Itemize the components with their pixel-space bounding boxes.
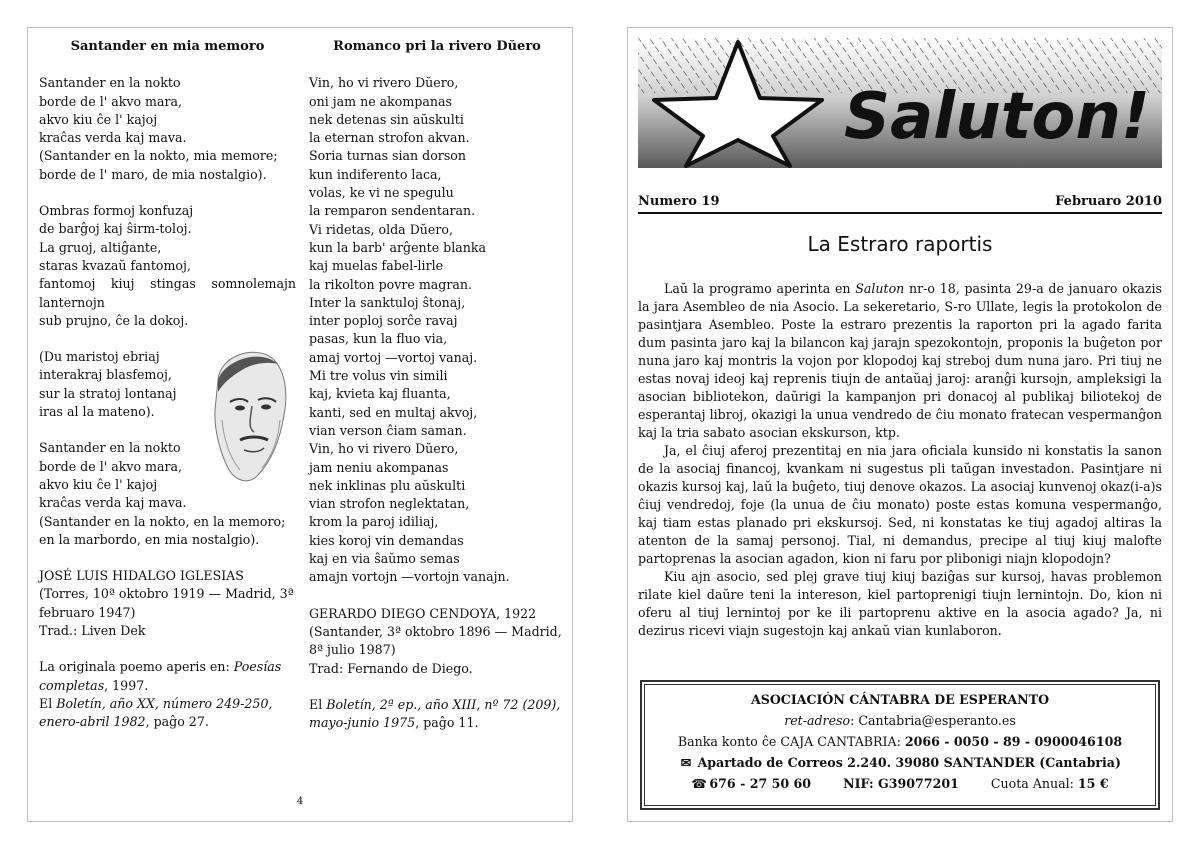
phone-icon: ☎ xyxy=(691,776,708,791)
article-paragraph: Ja, el ĉiuj aferoj prezentitaj en nia jara oficiala kunsido ni konstatis la sanon de la asociaj financoj, kvankam ni sugestus pli taŭgan investadon. Pasintjare ni okazis kursoj kaj, laŭ la buĝeto, tiuj denove okazos. La asociaj kunvenoj okaz(i-a)s ĉiuj vendredoj, foje (la unua de ĉiu monato) poste estas komuna vespermanĝo, kaj tiam estas planado pri ekskursoj. Sed, ni konstatas ke tiuj agadoj altiras la atenton de la samaj personoj. Tial, ni demandus, precipe al tiuj kiuj malofte partoprenas la asocian agadon, kion ni faru por plibonigi niajn klopodojn? xyxy=(638,443,1162,566)
poem-stanza xyxy=(39,202,296,330)
article-body xyxy=(638,280,1162,640)
right-page xyxy=(627,27,1173,822)
bank-line xyxy=(645,731,1155,752)
email-label: ret-adreso xyxy=(784,713,851,728)
poem-line: (Du maristoj ebriaj xyxy=(39,349,160,365)
poem-line: borde de l' akvo mara, xyxy=(39,93,183,109)
poem-line: nek detenas sin aŭskulti xyxy=(309,111,464,127)
article-title: La Estraro raportis xyxy=(807,232,993,256)
poem-line: La gruoj, altiĝante, xyxy=(39,239,162,255)
poem-line: nek inklinas plu aŭskulti xyxy=(309,477,466,493)
poem-line: iras al la mateno). xyxy=(39,404,155,420)
ref-suffix: , paĝo 11. xyxy=(415,715,479,731)
bank-account: 2066 - 0050 - 89 - 0900046108 xyxy=(904,734,1123,749)
source-suffix: , 1997. xyxy=(104,677,149,693)
poem-title: Santander en mia memoro xyxy=(70,39,265,54)
author-portrait-image xyxy=(200,340,292,490)
poem-line: amaj vortoj —vortoj vanaj. xyxy=(309,349,478,365)
poem-line: kaj muelas fabel-lirle xyxy=(309,258,444,274)
article-text-italic: Saluton xyxy=(855,281,905,296)
poem-translator: Trad: Fernando de Diego. xyxy=(309,660,473,676)
poem-line: akvo kiu ĉe l' kajoj xyxy=(39,111,158,127)
poem-source xyxy=(39,658,296,695)
poem-line: Ombras formoj konfuzaj xyxy=(39,203,194,219)
poem-line: kaj en via ŝaŭmo semas xyxy=(309,551,460,567)
article-paragraph xyxy=(638,280,1162,442)
poem-line: vian strofon neglektatan, xyxy=(309,496,470,512)
email-line xyxy=(645,710,1155,731)
poem-reference xyxy=(309,696,565,733)
poem-line: borde de l' akvo mara, xyxy=(39,458,183,474)
poem-line: interakraj blasfemoj, xyxy=(39,367,172,383)
poem-author-dates: februaro 1947) xyxy=(39,604,136,620)
org-name: ASOCIACIÓN CÁNTABRA DE ESPERANTO xyxy=(750,692,1050,707)
poem-line: Santander en la nokto xyxy=(39,440,181,456)
article-paragraph: Kiu ajn asocio, sed plej grave tiuj kiuj baziĝas sur kursoj, havas problemon rilate kiel daŭre teni la intereson, kiel partoprenigi tiujn lernintojn. Do, kion ni oferu al tiuj lernintoj por ke ili partoprenu aktive en la asocia agado? Ja, ni dezirus ricevi viajn sugestojn kaj ankaŭ vian kunlaboron. xyxy=(638,569,1162,638)
phone-number: 676 - 27 50 60 xyxy=(709,776,812,791)
poem-credits xyxy=(309,605,565,678)
poem-line: kun indiferento laca, xyxy=(309,166,442,182)
email-address[interactable]: Cantabria@esperanto.es xyxy=(858,713,1016,728)
article-text: Laŭ la programo aperinta en xyxy=(664,281,856,296)
poem-line: Vin, ho vi rivero Dŭero, xyxy=(309,75,459,91)
ref-title: Boletín, año XX, número 249-250, enero-abril 1982 xyxy=(39,695,273,730)
poem-line: kanti, sed en multaj akvoj, xyxy=(309,404,478,420)
contact-inner xyxy=(644,684,1156,806)
poem-line: Inter la sanktuloj ŝtonaj, xyxy=(309,294,466,310)
ref-prefix: El xyxy=(39,695,57,711)
source-title: Poesías completas xyxy=(39,659,282,693)
bank-label: Banka konto ĉe CAJA CANTABRIA: xyxy=(677,734,905,749)
poem-line: en la marbordo, en mia nostalgio). xyxy=(39,531,260,547)
poem-line: vian verson ĉiam saman. xyxy=(309,422,467,438)
issue-number: Numero 19 xyxy=(638,194,720,209)
poem-stanza xyxy=(39,74,296,184)
poem-line: la eternan strofon akvan. xyxy=(309,130,470,146)
poem-line: akvo kiu ĉe l' kajoj xyxy=(39,476,158,492)
poem-line: pasas, kun la fluo via, xyxy=(309,331,448,347)
issue-bar xyxy=(638,192,1162,214)
poem-line: sub prujno, ĉe la dokoj. xyxy=(39,312,189,328)
poem-line: volas, ke vi ne spegulu xyxy=(309,185,454,201)
page-number: 4 xyxy=(296,796,304,807)
poem-line: la remparon sendentaran. xyxy=(309,203,476,219)
poem-credits xyxy=(39,567,296,640)
poem-line: kaj, kvieta kaj fluanta, xyxy=(309,386,451,402)
annual-fee: 15 € xyxy=(1077,776,1109,791)
poem-line: kraĉas verda kaj mava. xyxy=(39,130,187,146)
poem-line: staras kvazaŭ fantomoj, xyxy=(39,257,191,273)
poem-line: Vin, ho vi rivero Dŭero, xyxy=(309,441,459,457)
poem-line: Mi tre volus vin simili xyxy=(309,368,448,384)
poem-duero xyxy=(309,38,565,732)
poem-line: (Santander en la nokto, en la memoro; xyxy=(39,513,286,529)
nif-number: NIF: G39077201 xyxy=(843,776,959,791)
poem-reference xyxy=(39,695,296,732)
address-line xyxy=(645,752,1155,773)
poem-line: jam neniu akompanas xyxy=(309,459,449,475)
poem-author-dates: (Torres, 10ª oktobro 1919 — Madrid, 3ª xyxy=(39,586,294,602)
ref-title: Boletín, 2ª ep., año XIII, nº 72 (209), mayo-junio 1975 xyxy=(309,696,561,731)
masthead-banner xyxy=(638,38,1162,168)
poem-author: JOSÉ LUIS HIDALGO IGLESIAS xyxy=(39,568,244,584)
envelope-icon: ✉ xyxy=(680,755,692,770)
article-text: nr-o 18, pasinta 29-a de januaro okazis la jara Asembleo de nia Asocio. La sekeretario, S-ro Ullate, legis la protokolon de pasintjara Asembleo. Poste la estraro prezentis la raporton pri la agado farita dum pasinta jaro kaj la bilancon kaj jarajn spezokontojn, proponis la buĝeton por nuna jaro kaj montris la vojon por klopodoj kaj streboj dum nuna jaro. Pri tiuj ne estas novaj ideoj kaj reprenis tiujn de antaŭaj jaroj: aranĝi kursojn, ampleksigi la asocian bibliotekon, daŭrigi la kampanjon pri donacoj al publikaj biliotekoj de esperantaj libroj, okazigi la unua vendredo de ĉiu monato fratecan vespermanĝon kaj la tria sabato asocian ekskurson, ktp. xyxy=(638,281,1162,440)
poem-line: kun la barb' arĝente blanka xyxy=(309,239,487,255)
poem-line: amajn vortojn —vortojn vanajn. xyxy=(309,569,510,585)
poem-line: kraĉas verda kaj mava. xyxy=(39,495,187,511)
poem-line: la rikolton povre magran. xyxy=(309,276,472,292)
poem-author-dates: (Santander, 3ª oktobro 1896 — Madrid, xyxy=(309,623,562,639)
poem-line: sur la stratoj lontanaj xyxy=(39,385,177,401)
ref-suffix: , paĝo 27. xyxy=(145,714,209,730)
poem-line: fantomoj kiuj stingas somnolemajn lanternojn xyxy=(39,276,296,310)
left-page xyxy=(27,27,573,822)
fee-label: Cuota Anual: xyxy=(990,776,1078,791)
poem-line: de barĝoj kaj ŝirm-toloj. xyxy=(39,221,192,237)
poem-line: Soria turnas sian dorson xyxy=(309,148,466,164)
poem-author-dates: 8ª julio 1987) xyxy=(309,642,396,658)
ref-prefix: El xyxy=(309,696,327,712)
contact-box xyxy=(640,680,1160,810)
poem-translator: Trad.: Liven Dek xyxy=(39,623,146,639)
phone-line xyxy=(645,773,1155,794)
poem-stanza xyxy=(309,74,565,586)
poem-title: Romanco pri la rivero Dŭero xyxy=(333,39,541,54)
poem-line: borde de l' maro, de mia nostalgio). xyxy=(39,166,267,182)
poem-line: krom la paroj idiliaj, xyxy=(309,514,439,530)
poem-line: Santander en la nokto xyxy=(39,75,181,91)
poem-line: (Santander en la nokto, mia memore; xyxy=(39,148,278,164)
email-separator: : xyxy=(850,713,859,728)
poem-line: inter poploj sorĉe ravaj xyxy=(309,313,458,329)
masthead-title: Saluton! xyxy=(844,80,1151,154)
source-prefix: La originala poemo aperis en: xyxy=(39,659,234,675)
poem-author: GERARDO DIEGO CENDOYA, 1922 xyxy=(309,605,537,621)
poem-line: Vi ridetas, olda Dŭero, xyxy=(309,221,453,237)
issue-date: Februaro 2010 xyxy=(1055,194,1162,209)
postal-address: Apartado de Correos 2.240. 39080 SANTANDER (Cantabria) xyxy=(697,755,1121,770)
poem-line: oni jam ne akompanas xyxy=(309,93,452,109)
poem-line: kies koroj vin demandas xyxy=(309,532,464,548)
